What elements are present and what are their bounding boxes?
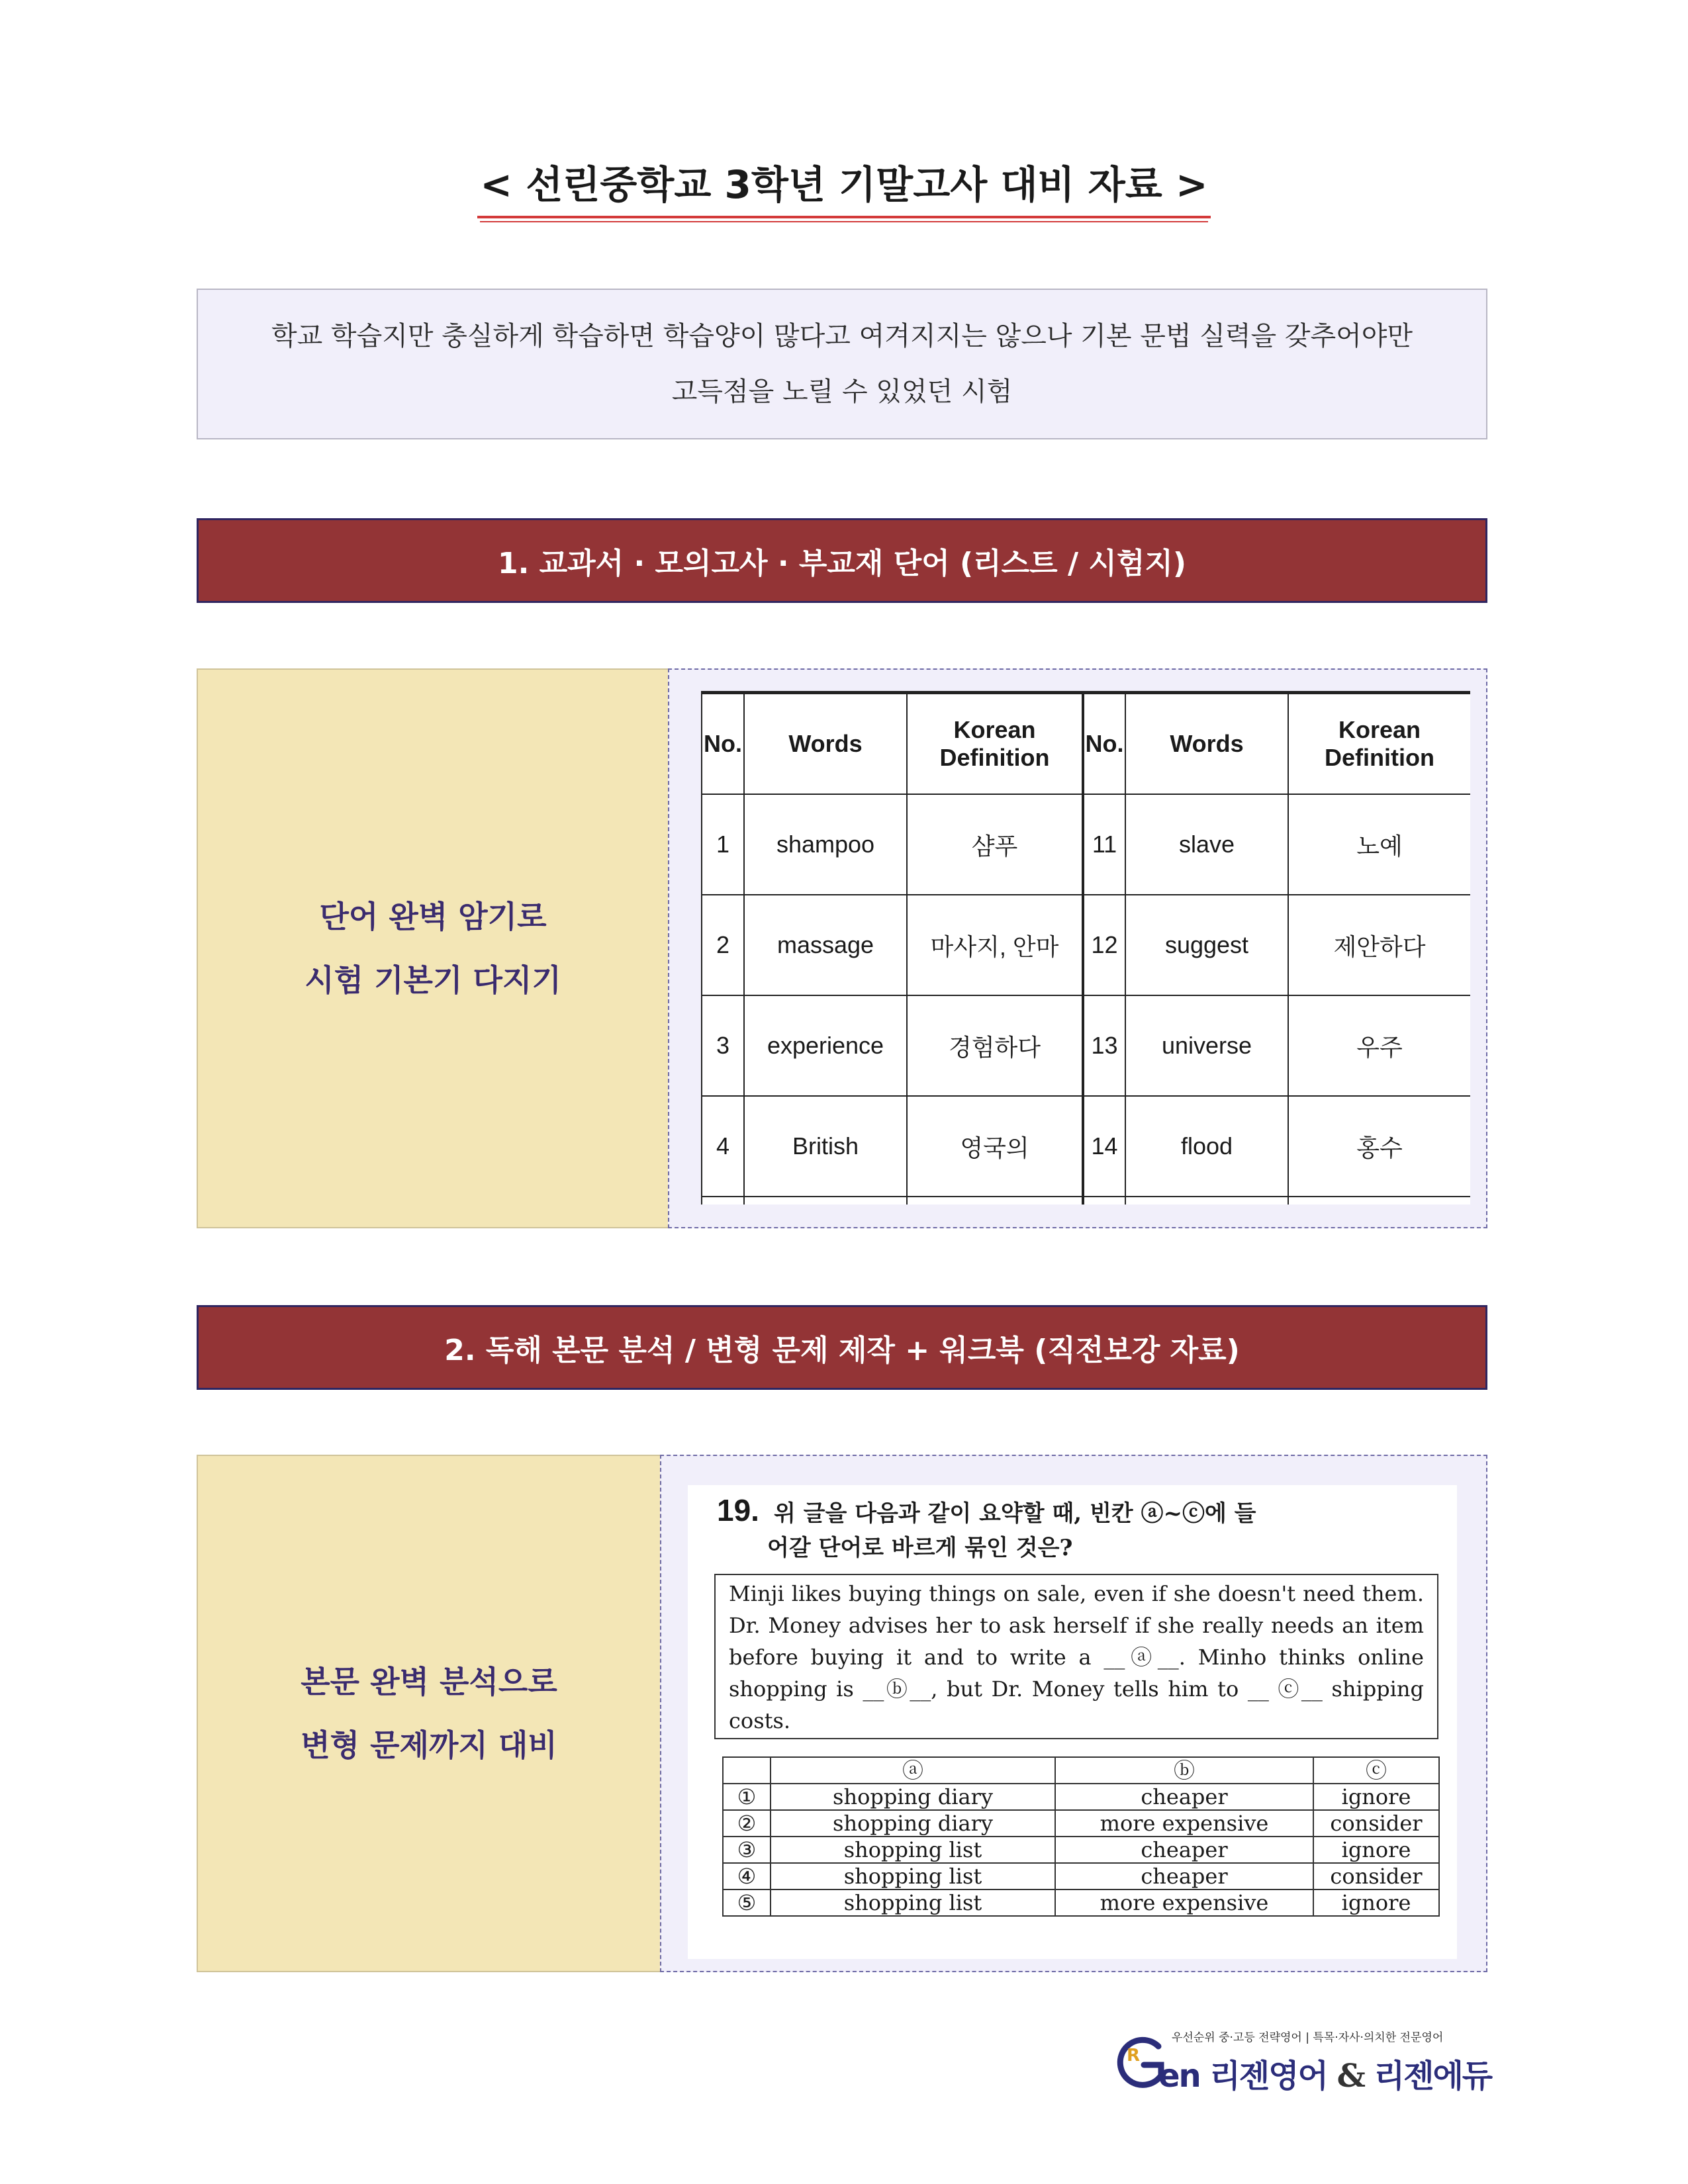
choice-cell: more expensive bbox=[1055, 1810, 1313, 1837]
choice-number: ⑤ bbox=[723, 1889, 771, 1916]
choice-cell: shopping diary bbox=[771, 1784, 1055, 1810]
section-1-sample bbox=[668, 668, 1487, 1228]
vocab-cell: 제안하다 bbox=[1288, 895, 1470, 995]
vocab-table bbox=[701, 691, 1470, 1205]
choice-cell: consider bbox=[1313, 1863, 1439, 1889]
section-1-label-line-1: 단어 완벽 암기로 bbox=[319, 899, 547, 934]
brand-name-right: 리젠에듀 bbox=[1374, 2058, 1492, 2095]
vocab-cell: 11 bbox=[1083, 794, 1125, 895]
question-prompt-line-2: 어갈 단어로 바르게 묶인 것은? bbox=[767, 1535, 1073, 1561]
vocab-header-words: Words bbox=[744, 693, 907, 795]
section-1-row bbox=[197, 668, 1487, 1228]
choice-number: ② bbox=[723, 1810, 771, 1837]
vocab-header-no: No. bbox=[1083, 693, 1125, 795]
choice-row bbox=[723, 1784, 1439, 1810]
intro-line-2: 고득점을 노릴 수 있었던 시험 bbox=[671, 377, 1013, 407]
brand-name-left: en 리젠영어 bbox=[1158, 2058, 1327, 2095]
vocab-header-definition: Korean Definition bbox=[907, 693, 1083, 795]
vocab-cell: massage bbox=[744, 895, 907, 995]
choice-number: ③ bbox=[723, 1837, 771, 1863]
page-title bbox=[0, 154, 1688, 218]
choice-cell: cheaper bbox=[1055, 1784, 1313, 1810]
vocab-cell: shampoo bbox=[744, 794, 907, 895]
table-row bbox=[702, 1096, 1470, 1197]
choice-row bbox=[723, 1837, 1439, 1863]
table-row-cut bbox=[702, 1197, 1470, 1205]
vocab-header-no: No. bbox=[702, 693, 744, 795]
vocab-header-definition: Korean Definition bbox=[1288, 693, 1470, 795]
choice-cell: more expensive bbox=[1055, 1889, 1313, 1916]
vocab-cell: 영국의 bbox=[907, 1096, 1083, 1197]
choice-row bbox=[723, 1863, 1439, 1889]
vocab-header-words: Words bbox=[1125, 693, 1288, 795]
vocab-cell: 4 bbox=[702, 1096, 744, 1197]
choice-cell: ignore bbox=[1313, 1837, 1439, 1863]
table-row bbox=[702, 995, 1470, 1096]
choices-header-cell bbox=[723, 1757, 771, 1784]
vocab-cell: 3 bbox=[702, 995, 744, 1096]
choice-number: ④ bbox=[723, 1863, 771, 1889]
vocab-cell: 노예 bbox=[1288, 794, 1470, 895]
vocab-cell: 2 bbox=[702, 895, 744, 995]
section-1-label bbox=[197, 668, 668, 1228]
choice-cell: shopping diary bbox=[771, 1810, 1055, 1837]
choice-row bbox=[723, 1889, 1439, 1916]
vocab-cell: 홍수 bbox=[1288, 1096, 1470, 1197]
brand-logo bbox=[1112, 2025, 1492, 2098]
intro-line-1: 학교 학습지만 충실하게 학습하면 학습양이 많다고 여겨지지는 않으나 기본 문법 실력을 갖추어야만 bbox=[271, 321, 1413, 351]
choice-cell: shopping list bbox=[771, 1837, 1055, 1863]
table-row bbox=[702, 794, 1470, 895]
vocab-cell: experience bbox=[744, 995, 907, 1096]
section-2-label-line-2: 변형 문제까지 대비 bbox=[301, 1727, 557, 1763]
choice-cell: shopping list bbox=[771, 1863, 1055, 1889]
question-passage: Minji likes buying things on sale, even if she doesn't need them. Dr. Money advises her to ask herself if she really needs an item before buying it and to write a __ⓐ__. Minho thinks online shopping is __ⓑ__, but Dr. Money tells him to __ ⓒ__ shipping costs. bbox=[714, 1574, 1438, 1739]
question-prompt-line-1: 위 글을 다음과 같이 요약할 때, 빈칸 ⓐ~ⓒ에 들 bbox=[773, 1500, 1256, 1527]
section-2-sample bbox=[660, 1455, 1487, 1972]
intro-box bbox=[197, 289, 1487, 439]
choice-cell: consider bbox=[1313, 1810, 1439, 1837]
question-prompt bbox=[717, 1493, 1438, 1565]
vocab-cell: slave bbox=[1125, 794, 1288, 895]
svg-text:R: R bbox=[1127, 2046, 1141, 2066]
vocab-cell: 14 bbox=[1083, 1096, 1125, 1197]
table-row bbox=[702, 895, 1470, 995]
section-2-header: 2. 독해 본문 분석 / 변형 문제 제작 + 워크북 (직전보강 자료) bbox=[197, 1305, 1487, 1390]
choice-cell: ignore bbox=[1313, 1784, 1439, 1810]
choice-cell: shopping list bbox=[771, 1889, 1055, 1916]
section-1-label-line-2: 시험 기본기 다지기 bbox=[305, 962, 561, 998]
vocab-cell: 마사지, 안마 bbox=[907, 895, 1083, 995]
brand-tagline: 우선순위 중·고등 전략영어 | 특목·자사·의치한 전문영어 bbox=[1172, 2031, 1444, 2044]
vocab-cell: 우주 bbox=[1288, 995, 1470, 1096]
vocab-cell: 샴푸 bbox=[907, 794, 1083, 895]
choice-cell: ignore bbox=[1313, 1889, 1439, 1916]
choice-row bbox=[723, 1810, 1439, 1837]
choices-header-cell: ⓒ bbox=[1313, 1757, 1439, 1784]
vocab-cell: British bbox=[744, 1096, 907, 1197]
vocab-cell: 13 bbox=[1083, 995, 1125, 1096]
brand-name bbox=[1158, 2050, 1491, 2096]
section-2-row bbox=[197, 1455, 1487, 1972]
brand-ampersand: & bbox=[1336, 2058, 1364, 2095]
question-sample bbox=[688, 1485, 1457, 1959]
section-2-label-line-1: 본문 완벽 분석으로 bbox=[301, 1664, 557, 1700]
vocab-cell: 1 bbox=[702, 794, 744, 895]
vocab-header-row bbox=[702, 693, 1470, 795]
vocab-cell: universe bbox=[1125, 995, 1288, 1096]
choices-header-cell: ⓐ bbox=[771, 1757, 1055, 1784]
choice-number: ① bbox=[723, 1784, 771, 1810]
question-number: 19. bbox=[717, 1493, 759, 1527]
section-1-header: 1. 교과서 · 모의고사 · 부교재 단어 (리스트 / 시험지) bbox=[197, 518, 1487, 603]
choices-header-cell: ⓑ bbox=[1055, 1757, 1313, 1784]
page-title-text: < 선린중학교 3학년 기말고사 대비 자료 > bbox=[477, 154, 1210, 218]
vocab-cell: suggest bbox=[1125, 895, 1288, 995]
section-2-label bbox=[197, 1455, 660, 1972]
choice-cell: cheaper bbox=[1055, 1837, 1313, 1863]
choices-header-row bbox=[723, 1757, 1439, 1784]
vocab-cell: flood bbox=[1125, 1096, 1288, 1197]
choice-cell: cheaper bbox=[1055, 1863, 1313, 1889]
choices-table bbox=[722, 1756, 1440, 1917]
vocab-cell: 경험하다 bbox=[907, 995, 1083, 1096]
vocab-cell: 12 bbox=[1083, 895, 1125, 995]
vocab-table-sample bbox=[701, 691, 1470, 1205]
